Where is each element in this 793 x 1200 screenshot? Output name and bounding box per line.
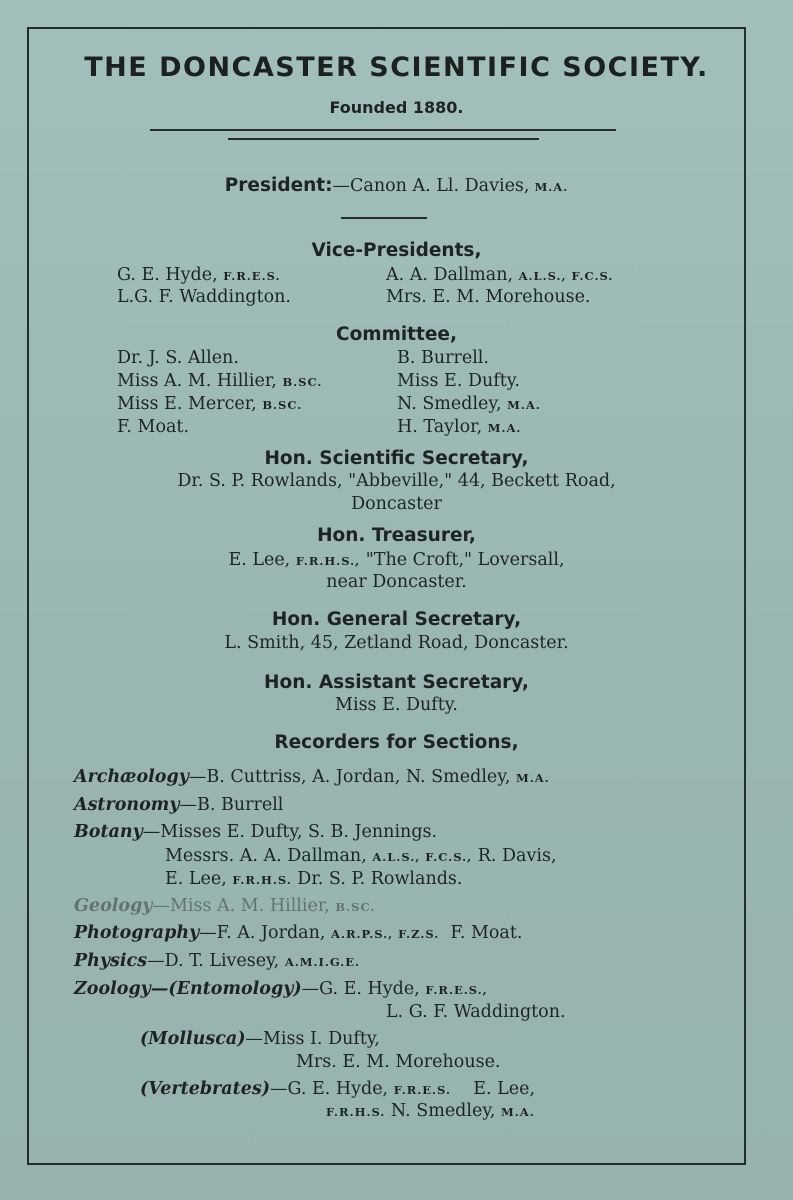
treasurer-house: "The Croft," Loversall,	[365, 550, 565, 570]
section-names: —F. A. Jordan,	[199, 923, 326, 943]
member-degree: B.SC.	[262, 398, 303, 412]
section-label: Archæology	[74, 767, 189, 787]
section-names: F. Moat.	[450, 923, 523, 943]
gen-secretary-address: L. Smith, 45, Zetland Road, Doncaster.	[224, 633, 569, 653]
recorder-botany-line2	[165, 846, 557, 866]
committee-member	[397, 394, 541, 414]
member-degree: M.A.	[507, 398, 541, 412]
recorder-astronomy	[74, 795, 283, 815]
section-degree: F.R.H.S.	[232, 873, 292, 887]
recorder-archaeology	[74, 767, 550, 787]
section-names: —G. E. Hyde,	[269, 1079, 389, 1099]
section-label: Astronomy	[74, 795, 180, 815]
section-degree: F.R.H.S.	[326, 1105, 386, 1119]
recorder-botany	[74, 822, 437, 842]
recorder-vertebrates	[140, 1079, 535, 1099]
section-degree: M.A.	[501, 1105, 535, 1119]
treasurer-town: near Doncaster.	[326, 572, 467, 592]
vice-presidents-heading: Vice-Presidents,	[311, 240, 482, 261]
recorder-photography	[74, 923, 522, 943]
treasurer-heading: Hon. Treasurer,	[317, 525, 476, 546]
section-degree: B.SC.	[335, 900, 376, 914]
member-name: H. Taylor,	[397, 417, 483, 437]
section-degree: A.L.S., F.C.S.,	[372, 850, 473, 864]
treasurer-address	[0, 550, 793, 570]
vp-entry	[117, 265, 280, 285]
vp-entry: L.G. F. Waddington.	[117, 287, 291, 307]
committee-member: F. Moat.	[117, 417, 190, 437]
section-names: N. Smedley,	[390, 1101, 496, 1121]
section-names: Messrs. A. A. Dallman,	[165, 846, 367, 866]
section-names: —Miss A. M. Hillier,	[152, 896, 330, 916]
section-degree: F.R.E.S.,	[425, 983, 488, 997]
founded-line: Founded 1880.	[329, 98, 464, 117]
committee-member: B. Burrell.	[397, 348, 489, 368]
committee-member: Dr. J. S. Allen.	[117, 348, 239, 368]
section-names: Dr. S. P. Rowlands.	[297, 869, 463, 889]
recorder-physics	[74, 951, 360, 971]
vp-entry	[386, 265, 613, 285]
recorder-mollusca	[140, 1029, 380, 1049]
sci-secretary-address: Dr. S. P. Rowlands, "Abbeville," 44, Beckett Road,	[177, 471, 616, 491]
title-rule-top	[150, 129, 616, 131]
section-label: (Vertebrates)	[140, 1079, 270, 1099]
section-label: Physics	[74, 951, 148, 971]
sci-secretary-heading: Hon. Scientific Secretary,	[264, 448, 529, 469]
president-degree: M.A.	[534, 180, 569, 194]
vp-name: G. E. Hyde,	[117, 265, 218, 285]
title-rule-bottom	[228, 138, 539, 140]
section-names: R. Davis,	[477, 846, 557, 866]
section-names: —G. E. Hyde,	[301, 979, 420, 999]
section-degree: M.A.	[515, 771, 550, 785]
committee-member	[117, 371, 322, 391]
section-sublabel: —(Entomology)	[150, 979, 302, 999]
president-rule	[341, 217, 427, 219]
vp-entry: Mrs. E. M. Morehouse.	[386, 287, 591, 307]
member-name: N. Smedley,	[397, 394, 502, 414]
member-degree: B.SC.	[282, 375, 323, 389]
committee-member: Miss E. Dufty.	[397, 371, 520, 391]
president-name: —Canon A. Ll. Davies,	[332, 176, 530, 196]
sci-secretary-town: Doncaster	[351, 494, 442, 514]
section-degree: A.R.P.S., F.Z.S.	[331, 927, 440, 941]
section-names: —B. Cuttriss, A. Jordan, N. Smedley,	[188, 767, 511, 787]
section-label: Zoology	[74, 979, 151, 999]
treasurer-degree: F.R.H.S.,	[295, 554, 361, 568]
section-label: (Mollusca)	[140, 1029, 246, 1049]
recorders-heading: Recorders for Sections,	[274, 732, 519, 753]
committee-member	[117, 394, 302, 414]
section-names: —D. T. Livesey,	[147, 951, 280, 971]
section-names: —Misses E. Dufty, S. B. Jennings.	[142, 822, 438, 842]
section-names: E. Lee,	[165, 869, 227, 889]
vp-name: A. A. Dallman,	[386, 265, 514, 285]
section-label: Botany	[74, 822, 143, 842]
vp-degree: F.R.E.S.	[223, 269, 281, 283]
recorder-geology	[74, 896, 375, 916]
recorder-botany-line3	[165, 869, 462, 889]
recorder-zoology	[74, 979, 488, 999]
section-label: Photography	[74, 923, 200, 943]
president-label: President:	[224, 175, 333, 196]
committee-heading: Committee,	[336, 324, 457, 345]
asst-secretary-name: Miss E. Dufty.	[335, 695, 458, 715]
treasurer-name: E. Lee,	[228, 550, 291, 570]
society-title: THE DONCASTER SCIENTIFIC SOCIETY.	[84, 52, 709, 83]
recorder-zoology-line2: L. G. F. Waddington.	[386, 1002, 566, 1022]
recorder-vertebrates-line2	[326, 1101, 535, 1121]
member-degree: M.A.	[487, 421, 522, 435]
section-names: E. Lee,	[473, 1079, 536, 1099]
section-degree: A.M.I.G.E.	[284, 955, 361, 969]
gen-secretary-heading: Hon. General Secretary,	[271, 609, 522, 630]
section-label: Geology	[74, 896, 153, 916]
section-names: —B. Burrell	[179, 795, 284, 815]
president-line	[0, 175, 793, 196]
section-degree: F.R.E.S.	[393, 1083, 451, 1097]
section-names: —Miss I. Dufty,	[245, 1029, 380, 1049]
member-name: Miss A. M. Hillier,	[117, 371, 277, 391]
recorder-mollusca-line2: Mrs. E. M. Morehouse.	[296, 1052, 501, 1072]
committee-member	[397, 417, 521, 437]
member-name: Miss E. Mercer,	[117, 394, 257, 414]
asst-secretary-heading: Hon. Assistant Secretary,	[264, 672, 529, 693]
vp-degree: A.L.S., F.C.S.	[518, 269, 614, 283]
